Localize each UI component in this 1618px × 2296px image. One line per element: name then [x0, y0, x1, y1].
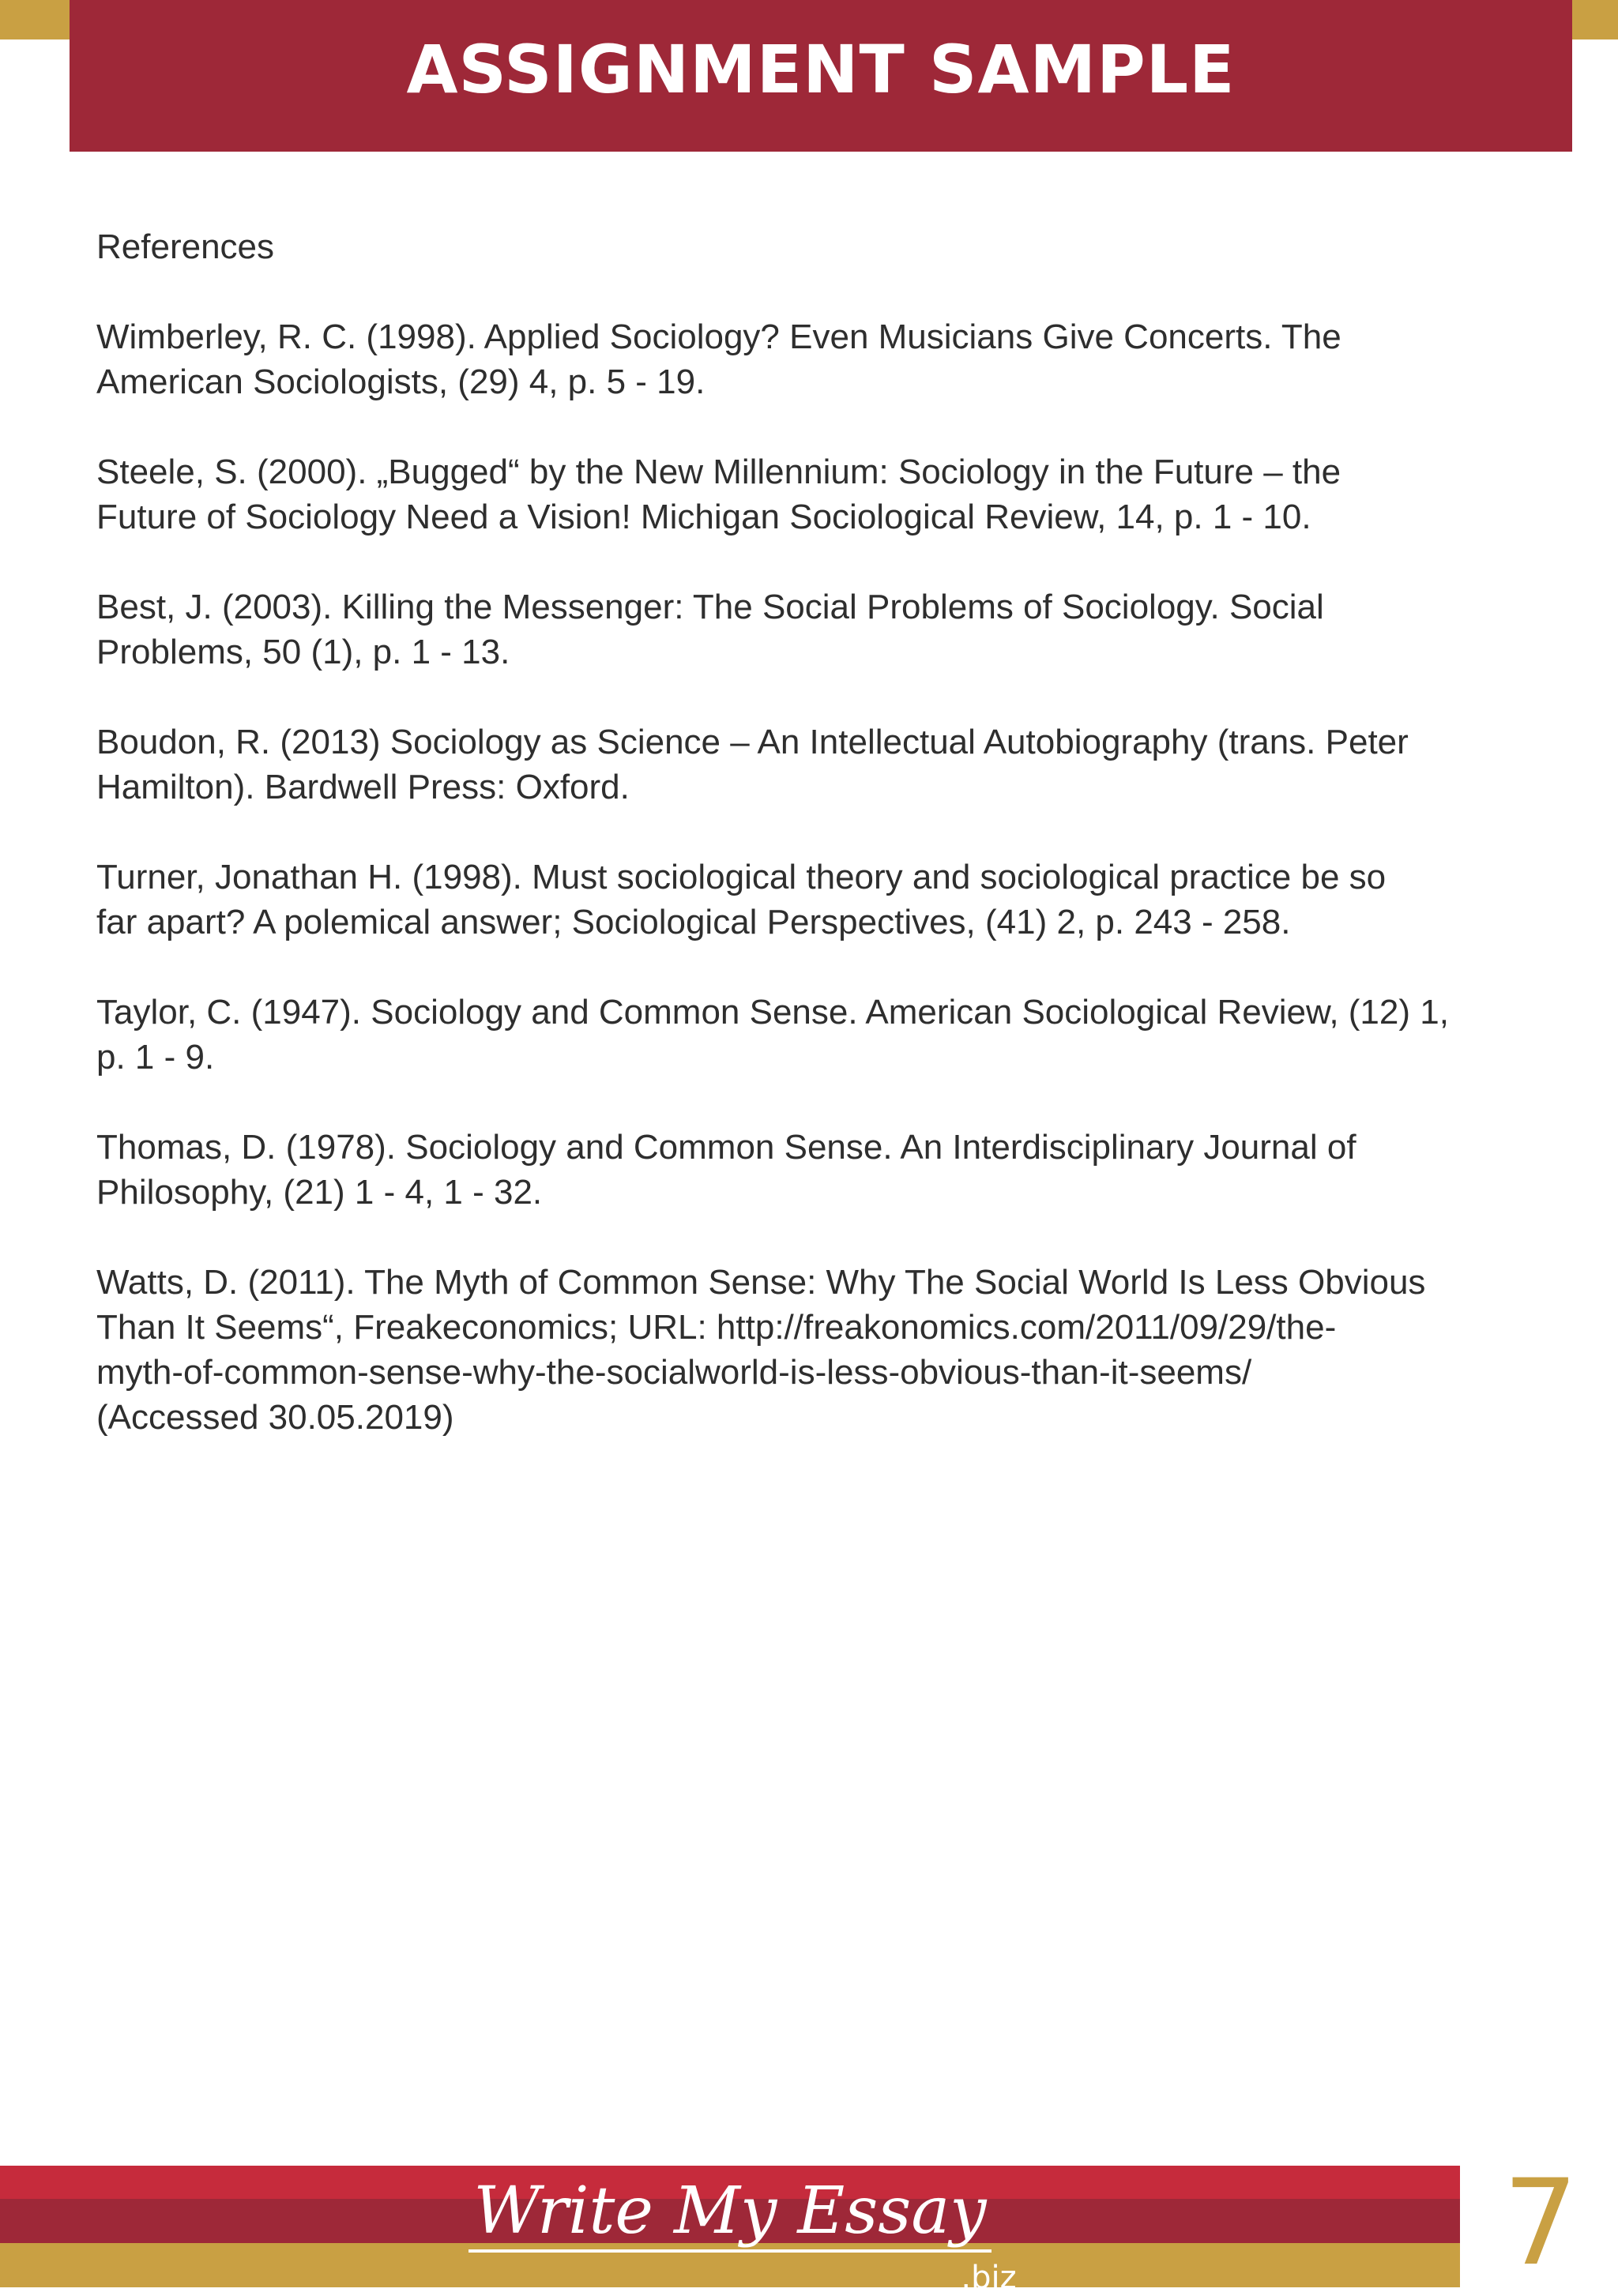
reference-entry: Steele, S. (2000). „Bugged“ by the New Millennium: Sociology in the Future – the Future of Sociology Need a Vision! Michigan Sociological Review, 14, p. 1 - 10.	[96, 453, 1341, 536]
reference-entry: Thomas, D. (1978). Sociology and Common Sense. An Interdisciplinary Journal of Philosophy, (21) 1 - 4, 1 - 32.	[96, 1128, 1356, 1212]
reference-entry: Best, J. (2003). Killing the Messenger: The Social Problems of Sociology. Social Problems, 50 (1), p. 1 - 13.	[96, 588, 1324, 671]
references-section	[96, 224, 1487, 1485]
page-title: ASSIGNMENT SAMPLE	[406, 31, 1236, 108]
reference-entry: Wimberley, R. C. (1998). Applied Sociology? Even Musicians Give Concerts. The American Sociologists, (29) 4, p. 5 - 19.	[96, 318, 1341, 401]
logo-wordmark	[468, 2174, 1017, 2296]
reference-entry: Boudon, R. (2013) Sociology as Science – An Intellectual Autobiography (trans. Peter Hamilton). Bardwell Press: Oxford.	[96, 723, 1409, 806]
page-number: 7	[1503, 2155, 1578, 2292]
references-heading: References	[96, 227, 275, 266]
footer-logo	[0, 2174, 1460, 2296]
reference-entry: Turner, Jonathan H. (1998). Must sociological theory and sociological practice be so far apart? A polemical answer; Sociological Perspectives, (41) 2, p. 243 - 258.	[96, 858, 1387, 941]
header-gold-accent-right	[1572, 0, 1618, 39]
reference-entry: Watts, D. (2011). The Myth of Common Sense: Why The Social World Is Less Obvious Than It Seems“, Freakeconomics; URL: http://freakonomics.com/2011/09/29/the- myth-of-common-sense-why-the-socialworld-is-less-obvious-than-it-seems/ (Accessed 30.05.2019)	[96, 1263, 1426, 1437]
reference-entry: Taylor, C. (1947). Sociology and Common Sense. American Sociological Review, (12) 1, p. 1 - 9.	[96, 993, 1449, 1077]
header-banner	[70, 0, 1572, 152]
logo-text: Write My Essay	[473, 2174, 987, 2249]
logo-suffix: .biz	[961, 2260, 1017, 2296]
header-gold-accent-left	[0, 0, 70, 39]
